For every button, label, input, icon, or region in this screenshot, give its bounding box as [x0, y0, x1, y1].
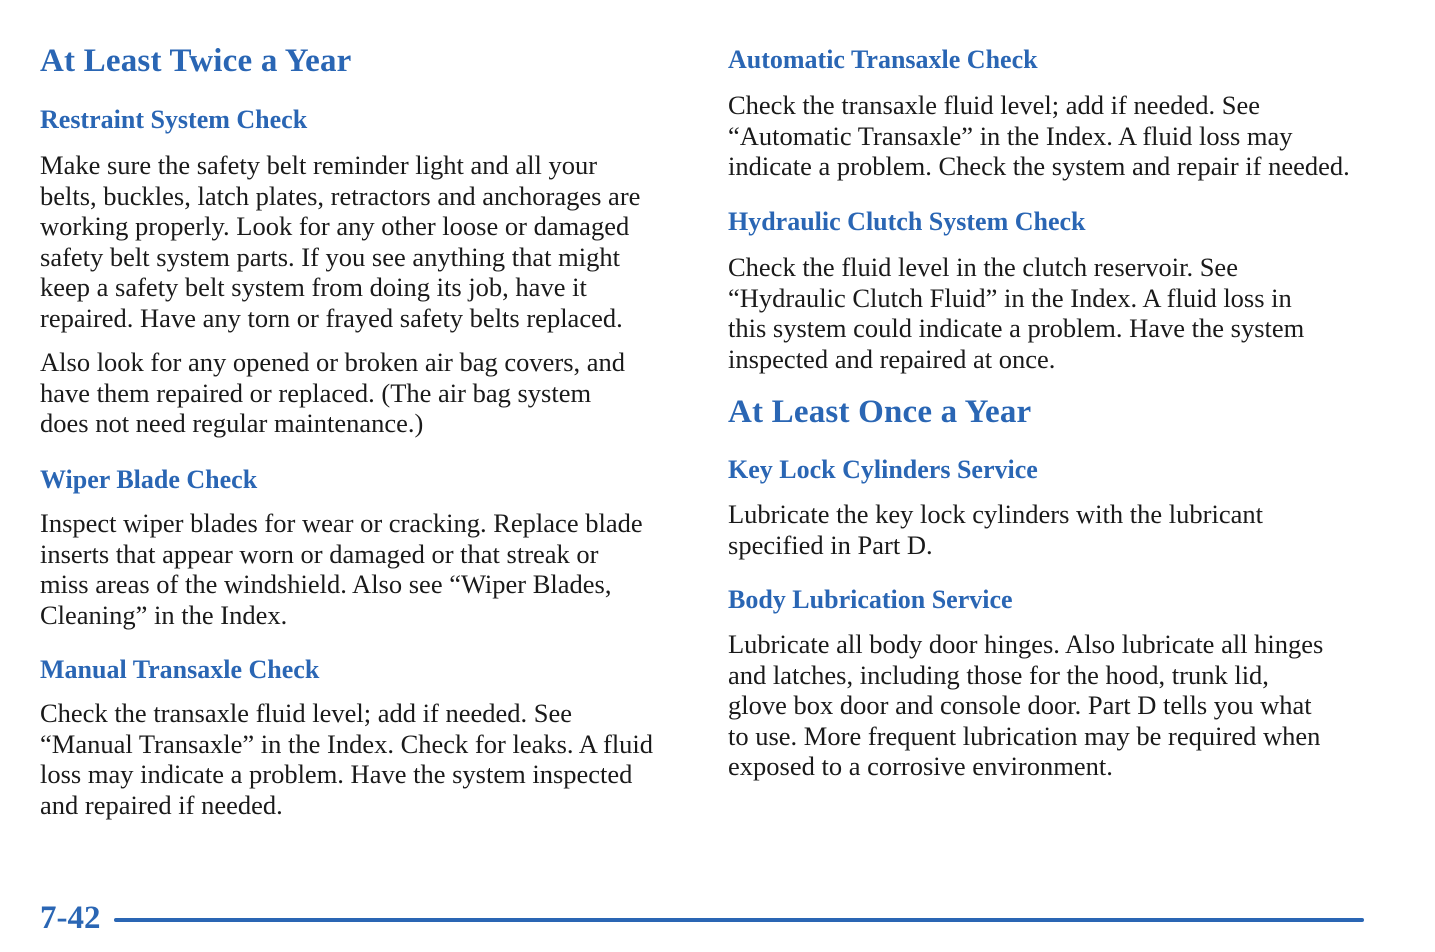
text-line: Lubricate the key lock cylinders with the lubricant [728, 499, 1263, 529]
section-heading-twice-a-year: At Least Twice a Year [40, 43, 352, 79]
restraint-system-check-paragraph-2 [40, 347, 625, 439]
text-line: Also look for any opened or broken air bag covers, and [40, 347, 626, 377]
text-line: Check the transaxle fluid level; add if needed. See [728, 90, 1261, 120]
text-line: keep a safety belt system from doing its job, have it [40, 272, 587, 303]
text-line: safety belt system parts. If you see anything that might [40, 241, 620, 272]
text-line: Lubricate all body door hinges. Also lubricate all hinges [728, 629, 1324, 659]
text-line: Check the transaxle fluid level; add if needed. See [40, 698, 573, 728]
text-line: belts, buckles, latch plates, retractors and anchorages are [40, 180, 641, 211]
text-line: repaired. Have any torn or frayed safety belts replaced. [40, 302, 623, 333]
text-line: Cleaning” in the Index. [40, 599, 288, 630]
hydraulic-clutch-system-check-title: Hydraulic Clutch System Check [728, 207, 1086, 236]
restraint-system-check-title: Restraint System Check [40, 105, 308, 134]
page-number: 7-42 [40, 900, 101, 936]
wiper-blade-check-title: Wiper Blade Check [40, 465, 258, 494]
text-line: Make sure the safety belt reminder light and all your [40, 150, 598, 180]
text-line: “Automatic Transaxle” in the Index. A fluid loss may [728, 120, 1293, 151]
text-line: glove box door and console door. Part D tells you what [728, 690, 1312, 721]
text-line: and latches, including those for the hood, trunk lid, [728, 659, 1269, 690]
manual-transaxle-check-paragraph [40, 698, 653, 820]
key-lock-cylinders-service-title: Key Lock Cylinders Service [728, 455, 1038, 484]
text-line: inspected and repaired at once. [728, 343, 1056, 374]
text-line: “Hydraulic Clutch Fluid” in the Index. A fluid loss in [728, 282, 1292, 313]
text-line: specified in Part D. [728, 529, 933, 560]
text-line: have them repaired or replaced. (The air bag system [40, 377, 592, 408]
text-line: “Manual Transaxle” in the Index. Check for leaks. A fluid [40, 728, 654, 759]
restraint-system-check-paragraph-1 [40, 150, 640, 334]
hydraulic-clutch-system-check-paragraph [728, 252, 1304, 374]
text-line: miss areas of the windshield. Also see “Wiper Blades, [40, 569, 612, 600]
key-lock-cylinders-service-paragraph [728, 499, 1263, 560]
body-lubrication-service-title: Body Lubrication Service [728, 585, 1013, 614]
text-line: this system could indicate a problem. Have the system [728, 313, 1305, 344]
footer-rule [114, 918, 1364, 922]
text-line: to use. More frequent lubrication may be required when [728, 720, 1321, 751]
text-line: and repaired if needed. [40, 789, 283, 820]
text-line: loss may indicate a problem. Have the system inspected [40, 759, 633, 790]
section-heading-once-a-year: At Least Once a Year [728, 394, 1032, 430]
text-line: inserts that appear worn or damaged or that streak or [40, 538, 599, 569]
text-line: Check the fluid level in the clutch reservoir. See [728, 252, 1238, 282]
manual-transaxle-check-title: Manual Transaxle Check [40, 655, 320, 684]
body-lubrication-service-paragraph [728, 629, 1323, 782]
automatic-transaxle-check-paragraph [728, 90, 1350, 182]
automatic-transaxle-check-title: Automatic Transaxle Check [728, 45, 1038, 74]
text-line: does not need regular maintenance.) [40, 408, 424, 439]
text-line: Inspect wiper blades for wear or cracking. Replace blade [40, 508, 643, 538]
text-line: exposed to a corrosive environment. [728, 751, 1113, 782]
text-line: working properly. Look for any other loose or damaged [40, 211, 630, 242]
text-line: indicate a problem. Check the system and repair if needed. [728, 151, 1350, 182]
wiper-blade-check-paragraph [40, 508, 643, 630]
